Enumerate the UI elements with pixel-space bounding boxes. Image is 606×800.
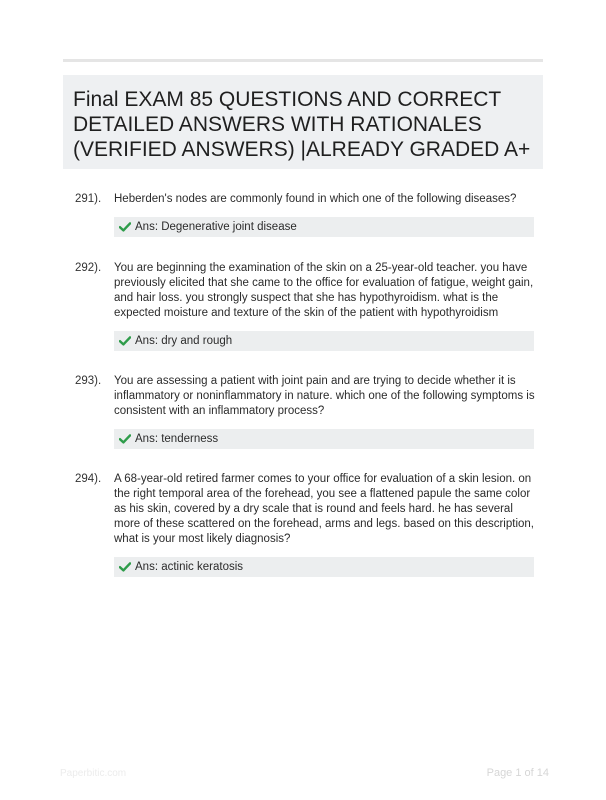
check-icon	[117, 217, 133, 237]
answer-text: Ans: dry and rough	[135, 335, 233, 347]
document-title: Final EXAM 85 QUESTIONS AND CORRECT DETAILED ANSWERS WITH RATIONALES (VERIFIED ANSWERS) |ALREADY GRADED A+	[73, 88, 531, 161]
question-item	[63, 472, 543, 577]
question-row	[63, 374, 543, 419]
answer-box	[114, 331, 534, 351]
question-row	[63, 192, 543, 207]
answer-box	[114, 429, 534, 449]
title-banner	[63, 75, 543, 169]
question-number: 292).	[75, 262, 102, 274]
check-icon	[117, 557, 133, 577]
page-indicator: Page 1 of 14	[486, 767, 549, 779]
question-text: You are assessing a patient with joint pain and are trying to decide whether it is inflammatory or noninflammatory in nature. which one of the following symptoms is consistent with an inflammatory process?	[114, 375, 535, 417]
question-text: A 68-year-old retired farmer comes to your office for evaluation of a skin lesion. on the right temporal area of the forehead, you see a flattened papule the same color as his skin, covered by a dry scale that is round and feels hard. he has several more of these scattered on the forehead, arms and legs. based on this description, what is your most likely diagnosis?	[114, 473, 534, 545]
check-icon	[117, 331, 133, 351]
question-item	[63, 374, 543, 449]
answer-text: Ans: tenderness	[135, 433, 219, 445]
question-text: Heberden's nodes are commonly found in which one of the following diseases?	[114, 193, 517, 205]
top-divider	[63, 59, 543, 62]
check-icon	[117, 429, 133, 449]
footer-watermark: Paperbitic.com	[60, 768, 127, 779]
question-number: 291).	[75, 193, 102, 205]
question-item	[63, 261, 543, 351]
answer-box	[114, 217, 534, 237]
answer-text: Ans: Degenerative joint disease	[135, 221, 297, 233]
answer-box	[114, 557, 534, 577]
answer-text: Ans: actinic keratosis	[135, 561, 244, 573]
question-item	[63, 192, 543, 237]
question-row	[63, 472, 543, 547]
question-text: You are beginning the examination of the skin on a 25-year-old teacher. you have previously elicited that she came to the office for evaluation of fatigue, weight gain, and hair loss. you strongly suspect that she has hypothyroidism. what is the expected moisture and texture of the skin of the patient with hypothyroidism	[114, 262, 534, 319]
question-number: 293).	[75, 375, 102, 387]
question-number: 294).	[75, 473, 102, 485]
question-row	[63, 261, 543, 321]
